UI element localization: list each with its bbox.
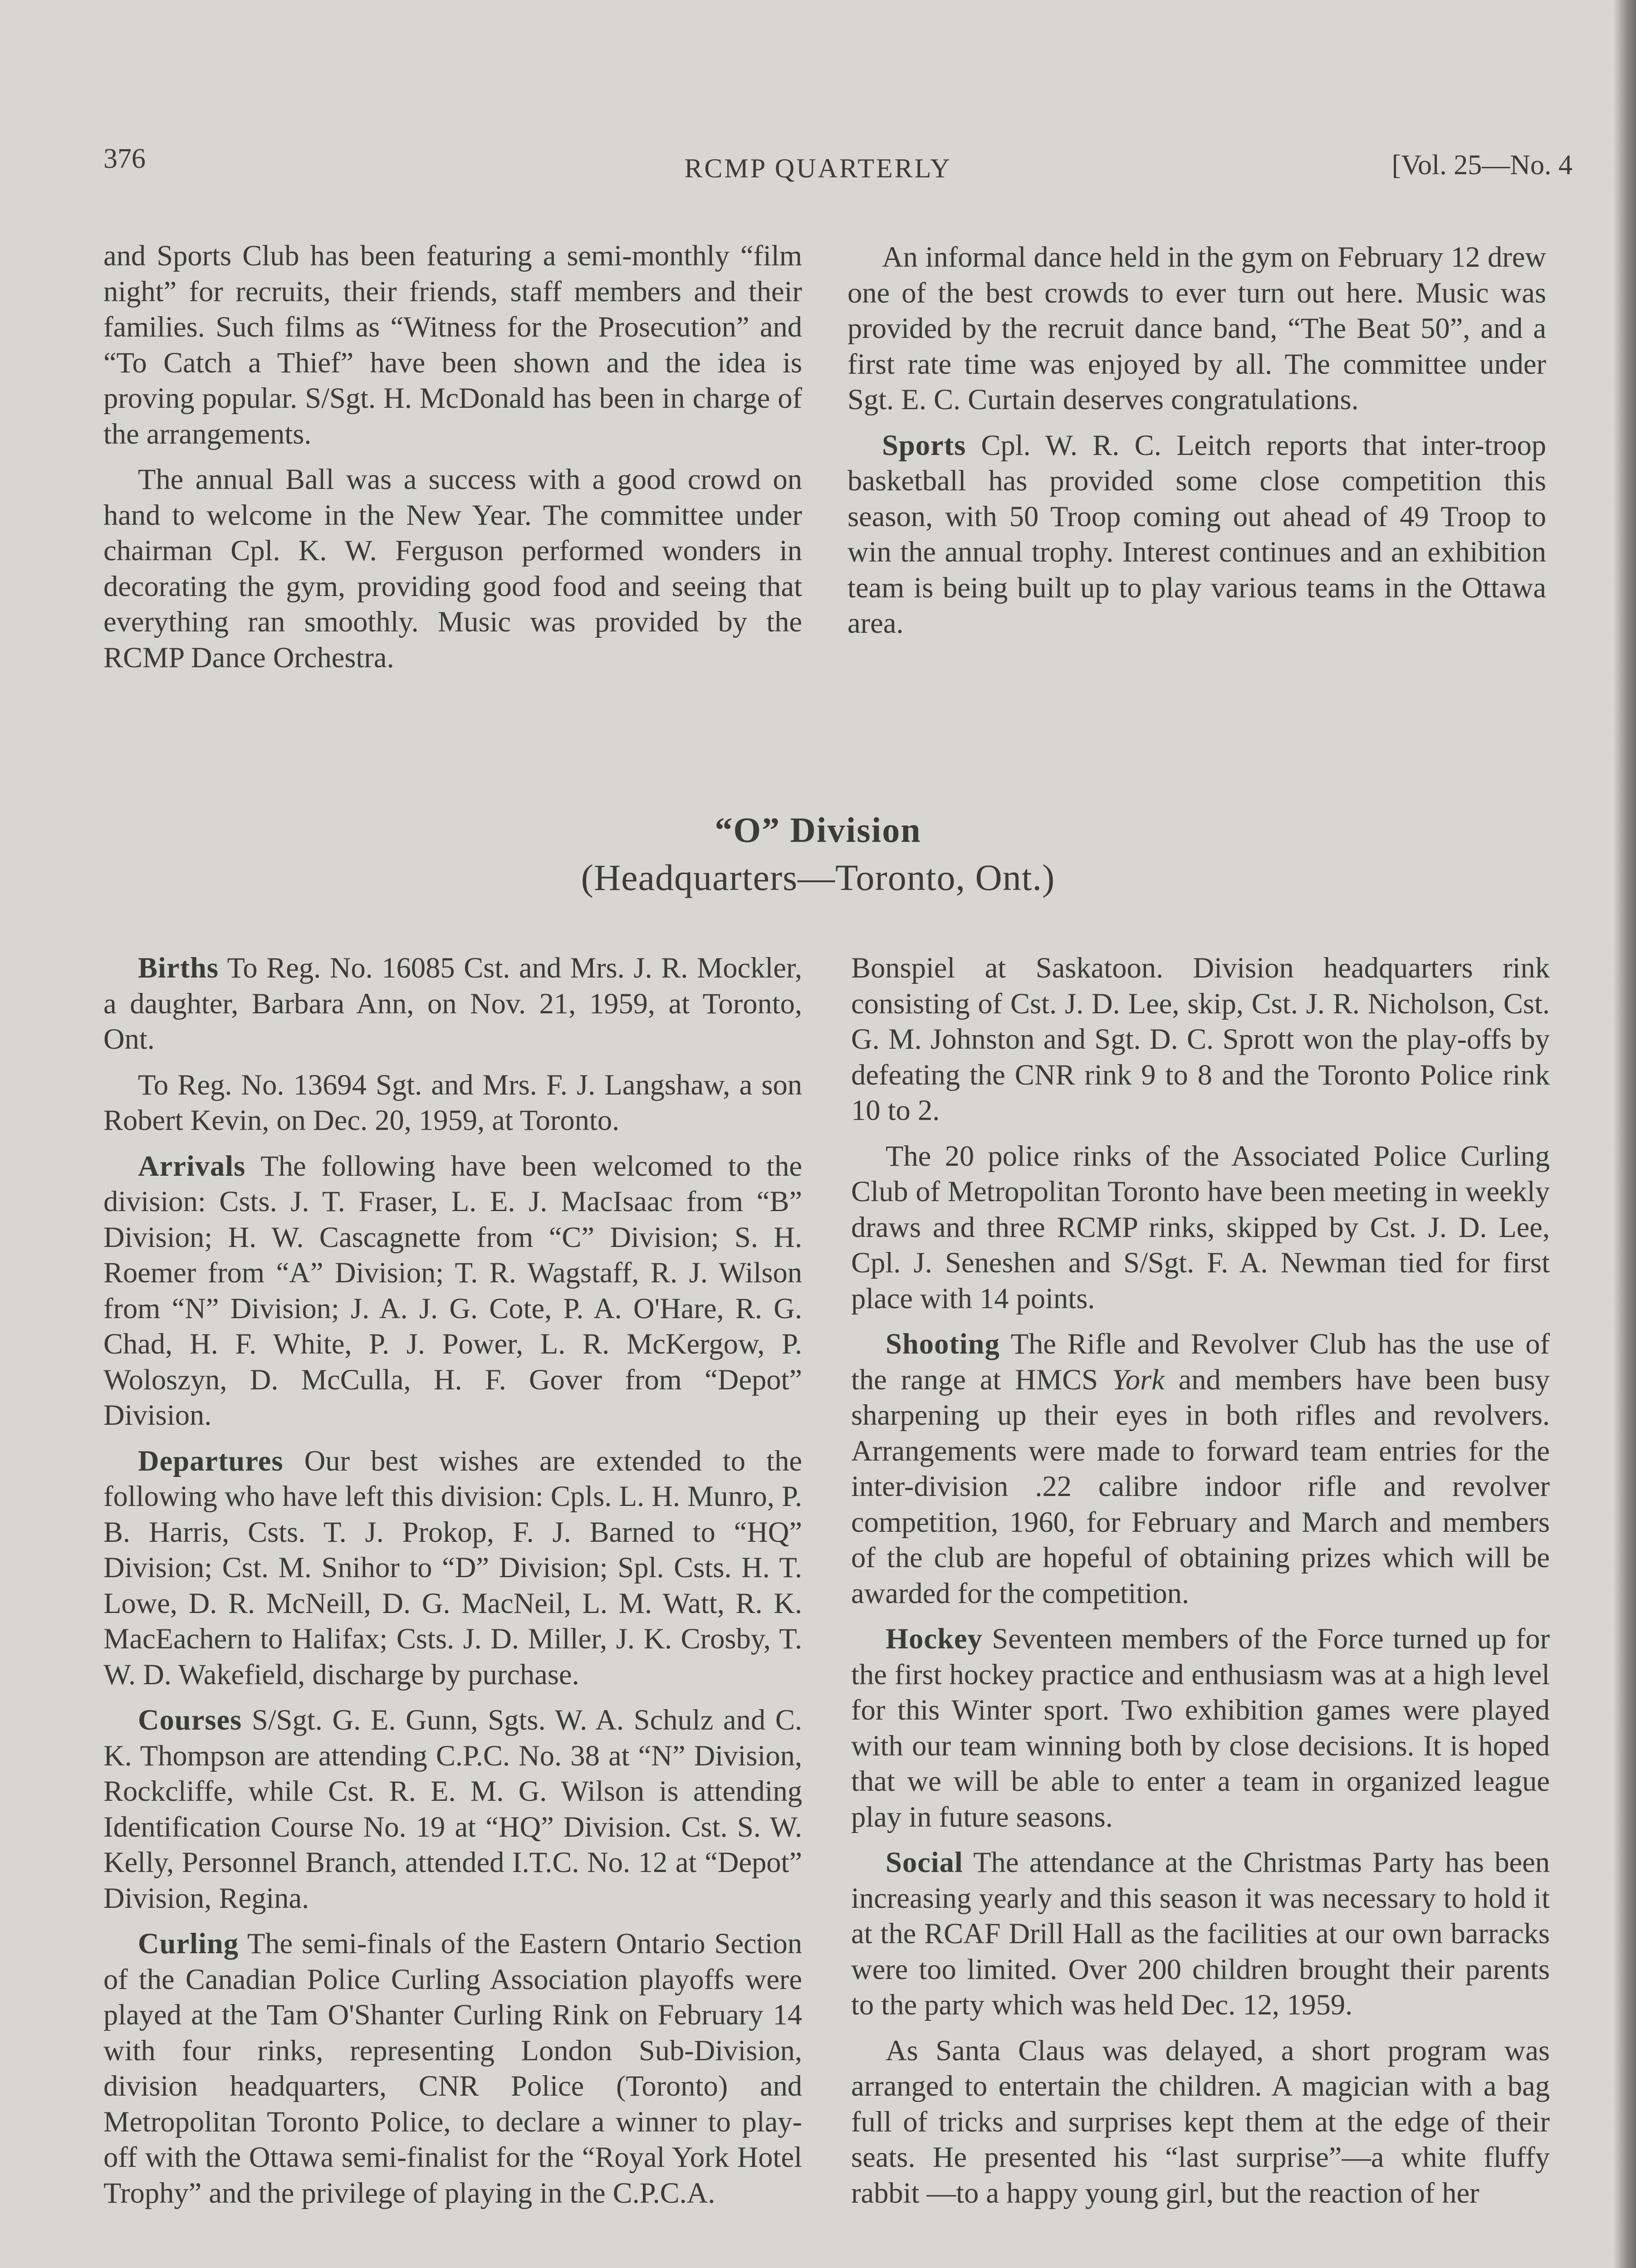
departures-text: Our best wishes are extended to the following who have left this division: Cpls. L. H. Munro, P. B. Harris, Csts. T. J. Prokop, F. J. Barned to “HQ” Division; Cst. M. Snihor to “D” Division; Spl. Csts. H. T. Lowe, D. R. McNeill, D. G. MacNeil, L. M. Watt, R. K. MacEachern to Halifax; Csts. J. D. Miller, J. K. Crosby, T. W. D. Wakefield, discharge by purchase.	[103, 1444, 803, 1691]
departures-paragraph	[103, 1443, 802, 1693]
arrivals-heading: Arrivals	[138, 1149, 246, 1182]
social-text: The attendance at the Christmas Party has been increasing yearly and this season it was necessary to hold it at the RCAF Drill Hall as the facilities at our own barracks were too limited. Over 200 children brought their parents to the party which was held Dec. 12, 1959.	[851, 1846, 1550, 2021]
right-column	[851, 950, 1550, 2221]
births-paragraph	[103, 950, 802, 1057]
curling-paragraph	[103, 1926, 802, 2211]
arrivals-text: The following have been welcomed to the division: Csts. J. T. Fraser, L. E. J. MacIsaac from “B” Division; H. W. Cascagnette from “C” Division; S. H. Roemer from “A” Division; T. R. Wagstaff, R. J. Wilson from “N” Division; J. A. J. G. Cote, P. A. O'Hare, R. G. Chad, H. F. White, P. J. Power, L. R. McKergow, P. Woloszyn, D. McCulla, H. F. Gover from “Depot” Division.	[103, 1149, 802, 1431]
births-text: To Reg. No. 16085 Cst. and Mrs. J. R. Mockler, a daughter, Barbara Ann, on Nov. 21, 1959, at Toronto, Ont.	[103, 952, 802, 1055]
paragraph: An informal dance held in the gym on February 12 drew one of the best crowds to ever turn out here. Music was provided by the recruit dance band, “The Beat 50”, and a first rate time was enjoyed by all. The committee under Sgt. E. C. Curtain deserves congratulations.	[847, 241, 1546, 415]
paragraph: The 20 police rinks of the Associated Police Curling Club of Metropolitan Toronto have been meeting in weekly draws and three RCMP rinks, skipped by Cst. J. D. Lee, Cpl. J. Seneshen and S/Sgt. F. A. Newman tied for first place with 14 points.	[851, 1139, 1550, 1315]
social-heading: Social	[886, 1846, 963, 1878]
shooting-paragraph	[851, 1326, 1550, 1611]
departures-heading: Departures	[138, 1444, 284, 1477]
curling-heading: Curling	[138, 1927, 239, 1960]
hockey-paragraph	[851, 1621, 1550, 1835]
paragraph: Bonspiel at Saskatoon. Division headquarters rink consisting of Cst. J. D. Lee, skip, Cst. J. R. Nicholson, Cst. G. M. Johnston and Sgt. D. C. Sprott won the play-offs by defeating the CNR rink 9 to 8 and the Toronto Police rink 10 to 2.	[851, 952, 1550, 1126]
hockey-heading: Hockey	[886, 1623, 983, 1655]
paragraph: and Sports Club has been featuring a semi-monthly “film night” for recruits, their friends, staff members and their families. Such films as “Witness for the Prosecution” and “To Catch a Thief” have been shown and the idea is proving popular. S/Sgt. H. McDonald has been in charge of the arrangements.	[103, 240, 802, 450]
section-title: “O” Division	[715, 810, 921, 850]
running-title: RCMP QUARTERLY	[684, 153, 952, 183]
shooting-text: The Rifle and Revolver Club has the use of the range at HMCS	[851, 1328, 1550, 1396]
ship-name: York	[1112, 1363, 1165, 1396]
hockey-text: Seventeen members of the Force turned up for the first hockey practice and enthusiasm was at a high level for this Winter sport. Two exhibition games were played with our team winning both by close decisions. It is hoped that we will be able to enter a team in organized league play in future seasons.	[851, 1623, 1550, 1833]
paragraph: The annual Ball was a success with a good crowd on hand to welcome in the New Year. The committee under chairman Cpl. K. W. Ferguson performed wonders in decorating the gym, providing good food and seeing that everything ran smoothly. Music was provided by the RCMP Dance Orchestra.	[103, 463, 802, 674]
running-header	[0, 143, 1636, 193]
page-edge	[1613, 0, 1636, 2268]
curling-text: The semi-finals of the Eastern Ontario Section of the Canadian Police Curling Association playoffs were played at the Tam O'Shanter Curling Rink on February 14 with four rinks, representing London Sub-Division, division headquarters, CNR Police (Toronto) and Metropolitan Toronto Police, to declare a winner to play-off with the Ottawa semi-finalist for the “Royal York Hotel Trophy” and the privilege of playing in the C.P.C.A.	[103, 1927, 802, 2209]
courses-paragraph	[103, 1702, 802, 1916]
left-column	[103, 950, 802, 2221]
sports-heading: Sports	[882, 429, 966, 461]
courses-text: S/Sgt. G. E. Gunn, Sgts. W. A. Schulz and C. K. Thompson are attending C.P.C. No. 38 at “N” Division, Rockcliffe, while Cst. R. E. M. G. Wilson is attending Identification Course No. 19 at “HQ” Division. Cst. S. W. Kelly, Personnel Branch, attended I.T.C. No. 12 at “Depot” Division, Regina.	[103, 1704, 802, 1914]
top-left-column	[103, 238, 802, 685]
arrivals-paragraph	[103, 1149, 802, 1433]
section-subtitle: (Headquarters—Toronto, Ont.)	[581, 857, 1055, 898]
issue-label: [Vol. 25—No. 4	[1391, 150, 1572, 181]
paragraph: As Santa Claus was delayed, a short program was arranged to entertain the children. A magician with a bag full of tricks and surprises kept them at the edge of their seats. He presented his “last surprise”—a white fluffy rabbit —to a happy young girl, but the reaction of her	[851, 2034, 1550, 2209]
social-paragraph	[851, 1845, 1550, 2023]
sports-text: Cpl. W. R. C. Leitch reports that inter-troop basketball has provided some close competition this season, with 50 Troop coming out ahead of 49 Troop to win the annual trophy. Interest continues and an exhibition team is being built up to play various teams in the Ottawa area.	[847, 429, 1547, 639]
top-right-column	[847, 240, 1546, 651]
births-heading: Births	[138, 952, 219, 984]
page-number: 376	[103, 143, 146, 174]
sports-paragraph	[847, 428, 1546, 641]
paragraph: To Reg. No. 13694 Sgt. and Mrs. F. J. Langshaw, a son Robert Kevin, on Dec. 20, 1959, at Toronto.	[103, 1068, 802, 1136]
courses-heading: Courses	[138, 1704, 242, 1736]
shooting-heading: Shooting	[886, 1328, 1000, 1360]
shooting-text-cont: and members have been busy sharpening up their eyes in both rifles and revolvers. Arrangements were made to forward team entries for the inter-division .22 calibre indoor rifle and revolver competition, 1960, for February and March and members of the club are hopeful of obtaining prizes which will be awarded for the competition.	[851, 1363, 1550, 1609]
